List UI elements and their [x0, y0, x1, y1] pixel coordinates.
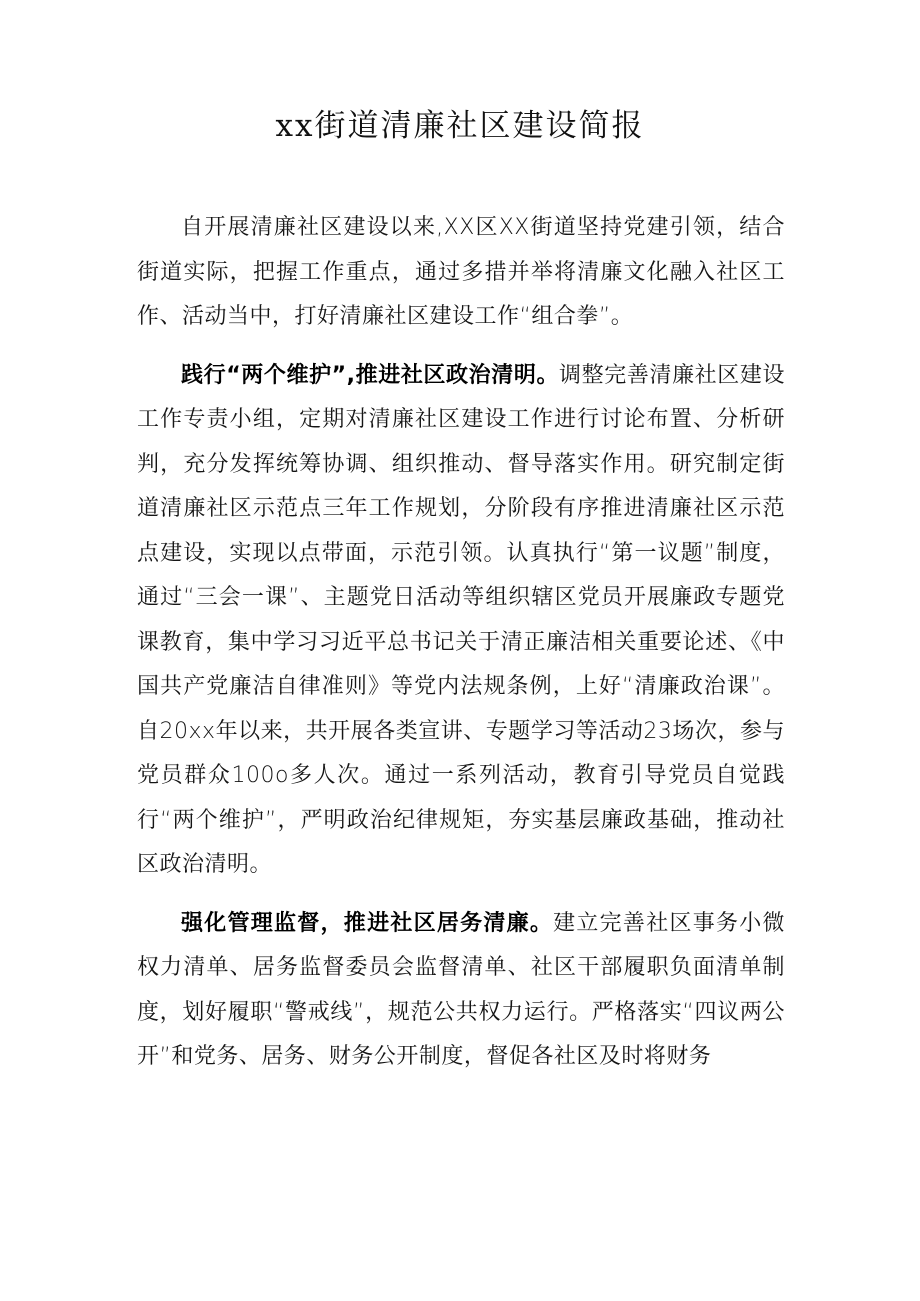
paragraph-affairs-integrity: [137, 902, 785, 1080]
paragraph-text: 调整完善清廉社区建设工作专责小组，定期对清廉社区建设工作进行讨论布置、分析研判，充分发挥统筹协调、组织推动、督导落实作用。研究制定街道清廉社区示范点三年工作规划，分阶段有序推进清廉社区示范点建设，实现以点带面，示范引领。认真执行“第一议题”制度，通过“三会一课”、主题党日活动等组织辖区党员开展廉政专题党课教育，集中学习习近平总书记关于清正廉洁相关重要论述、《中国共产党廉洁自律准则》等党内法规条例，上好“清廉政治课”。自20xx年以来，共开展各类宣讲、专题学习等活动23场次，参与党员群众100o多人次。通过一系列活动，教育引导党员自觉践行“两个维护”，严明政治纪律规矩，夯实基层廉政基础，推动社区政治清明。: [137, 362, 785, 877]
paragraph-lead: 强化管理监督，推进社区居务清廉。: [181, 910, 554, 936]
document-body: [137, 206, 785, 1094]
paragraph-intro: [137, 206, 785, 340]
document-title: xx街道清廉社区建设简报: [275, 108, 645, 144]
paragraph-political-clarity: [137, 354, 785, 888]
paragraph-text: 建立完善社区事务小微权力清单、居务监督委员会监督清单、社区干部履职负面清单制度，划好履职“警戒线”，规范公共权力运行。严格落实“四议两公开”和党务、居务、财务公开制度，督促各社区及时将财务: [137, 910, 785, 1069]
paragraph-lead: 践行“两个维护”,推进社区政治清明。: [181, 362, 560, 388]
paragraph-text: 自开展清廉社区建设以来,XX区XX街道坚持党建引领，结合街道实际，把握工作重点，通过多措并举将清廉文化融入社区工作、活动当中，打好清廉社区建设工作“组合拳”。: [137, 215, 785, 329]
